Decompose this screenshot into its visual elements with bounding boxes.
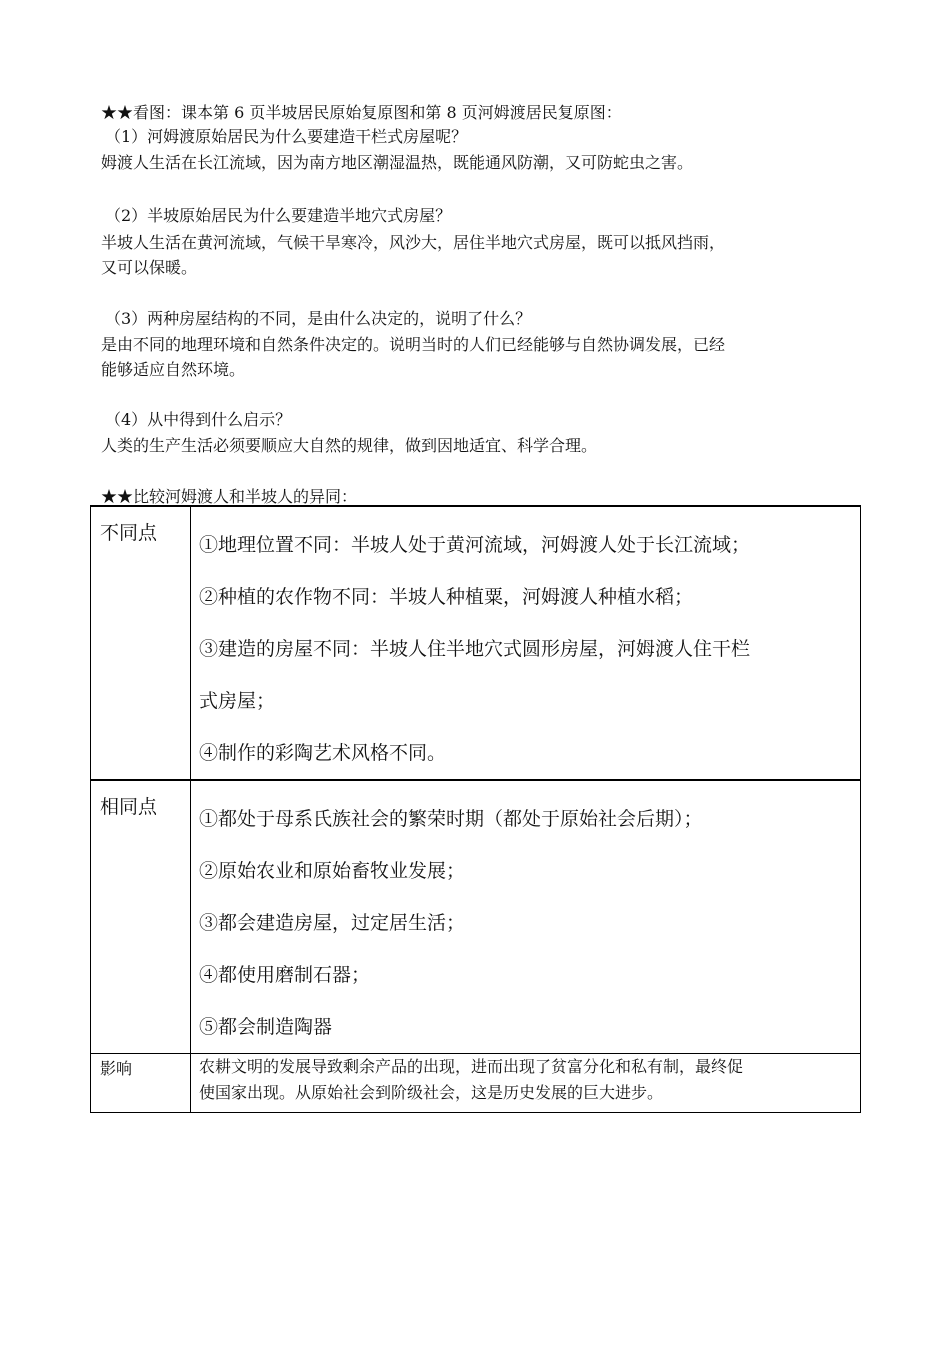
similarities-label: 相同点 [100, 796, 158, 818]
similarity-item: ③都会建造房屋，过定居生活； [199, 912, 466, 934]
difference-item: ②种植的农作物不同：半坡人种植粟，河姆渡人种植水稻； [199, 586, 694, 608]
question-4: （4）从中得到什么启示？ [105, 410, 292, 429]
section-heading-picture-review: ★★看图：课本第 6 页半坡居民原始复原图和第 8 页河姆渡居民复原图： [101, 103, 622, 122]
differences-list [191, 507, 860, 779]
difference-item: ③建造的房屋不同：半坡人住半地穴式圆形房屋，河姆渡人住干栏 [199, 638, 751, 660]
difference-item-continued: 式房屋； [199, 690, 276, 712]
similarity-item: ⑤都会制造陶器 [199, 1016, 333, 1038]
answer-4-line-1: 人类的生产生活必须要顺应大自然的规律，做到因地适宜、科学合理。 [101, 436, 598, 455]
influence-line: 使国家出现。从原始社会到阶级社会，这是历史发展的巨大进步。 [199, 1083, 664, 1102]
section-heading-comparison: ★★比较河姆渡人和半坡人的异同： [101, 487, 358, 506]
differences-label: 不同点 [100, 522, 158, 544]
answer-2-line-1: 半坡人生活在黄河流域，气候干旱寒冷，风沙大，居住半地穴式房屋，既可以抵风挡雨， [101, 233, 726, 252]
answer-1-line-1: 姆渡人生活在长江流域，因为南方地区潮湿温热，既能通风防潮，又可防蛇虫之害。 [101, 153, 694, 172]
similarity-item: ①都处于母系氏族社会的繁荣时期（都处于原始社会后期）； [199, 808, 703, 830]
difference-item: ①地理位置不同：半坡人处于黄河流域，河姆渡人处于长江流域； [199, 534, 751, 556]
table-row-influence [91, 1054, 861, 1113]
influence-line: 农耕文明的发展导致剩余产品的出现，进而出现了贫富分化和私有制，最终促 [199, 1057, 744, 1076]
difference-item: ④制作的彩陶艺术风格不同。 [199, 742, 447, 764]
answer-3-line-2: 能够适应自然环境。 [101, 360, 246, 379]
table-row-differences [91, 506, 861, 780]
similarity-item: ②原始农业和原始畜牧业发展； [199, 860, 466, 882]
similarities-list [191, 781, 860, 1053]
question-3: （3）两种房屋结构的不同，是由什么决定的，说明了什么？ [105, 309, 532, 328]
answer-3-line-1: 是由不同的地理环境和自然条件决定的。说明当时的人们已经能够与自然协调发展，已经 [101, 335, 726, 354]
answer-2-line-2: 又可以保暖。 [101, 258, 198, 277]
influence-label: 影响 [100, 1059, 133, 1078]
question-1: （1）河姆渡原始居民为什么要建造干栏式房屋呢？ [105, 127, 468, 146]
similarity-item: ④都使用磨制石器； [199, 964, 371, 986]
influence-text [191, 1054, 860, 1112]
comparison-table [90, 505, 861, 1113]
question-2: （2）半坡原始居民为什么要建造半地穴式房屋？ [105, 206, 452, 225]
table-row-similarities [91, 780, 861, 1054]
